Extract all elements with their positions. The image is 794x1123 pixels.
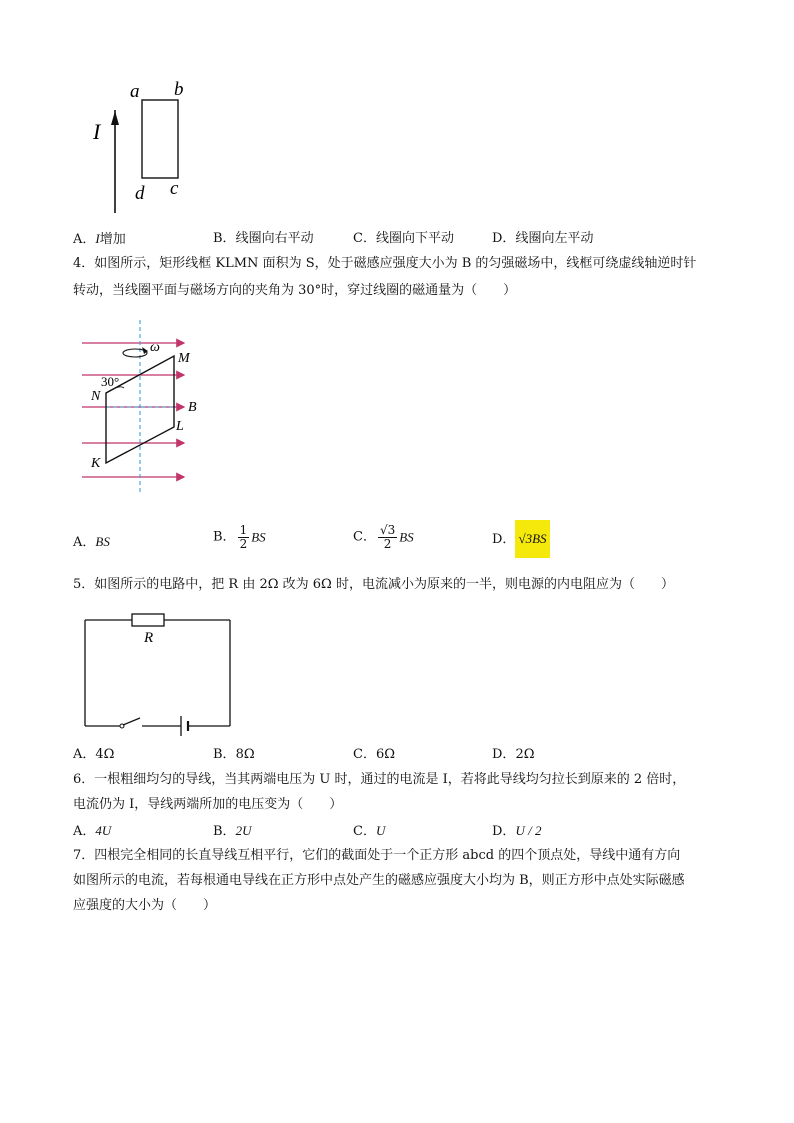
option-letter: C． [353, 529, 376, 545]
option-letter: D． [492, 231, 516, 246]
option-text: 4Ω [95, 747, 115, 762]
label-I: I [93, 119, 101, 144]
option-text: BS [251, 529, 266, 545]
q7-stem-line2: 如图所示的电流，若每根通电导线在正方形中点处产生的磁感应强度大小均为 B，则正方形中点处实际磁感 [73, 873, 685, 888]
option-letter: B． [213, 529, 236, 545]
q4-stem-line2: 转动，当线圈平面与磁场方向的夹角为 30°时，穿过线圈的磁通量为（ ） [73, 283, 517, 298]
current-arrow-icon [111, 111, 119, 125]
q6-option-d[interactable] [492, 822, 541, 841]
q6-option-a[interactable] [73, 822, 111, 841]
fraction-numerator: 1 [239, 523, 248, 537]
q6-stem-line2: 电流仍为 I，导线两端所加的电压变为（ ） [73, 797, 343, 812]
label-K: K [91, 456, 101, 471]
q4-option-d[interactable] [492, 520, 550, 558]
option-letter: C． [353, 747, 376, 762]
q6-option-b[interactable] [213, 822, 251, 841]
option-letter: A． [73, 232, 96, 247]
q3-option-a[interactable] [73, 230, 126, 249]
fraction [378, 524, 397, 551]
switch-lever[interactable] [123, 718, 140, 725]
q5-stem-line1: 5．如图所示的电路中，把 R 由 2Ω 改为 6Ω 时，电流减小为原来的一半，则电源的内电阻应为（ ） [73, 577, 674, 592]
option-letter: B． [213, 824, 236, 839]
q4-option-c[interactable] [353, 524, 414, 551]
wire-loop-figure [85, 75, 205, 220]
highlighted-answer: √3BS [515, 520, 549, 558]
q6-stem-line1: 6．一根粗细均匀的导线，当其两端电压为 U 时，通过的电流是 I，若将此导线均匀拉长到原来的 2 倍时， [73, 772, 686, 787]
q7-stem-line1: 7．四根完全相同的长直导线互相平行，它们的截面处于一个正方形 abcd 的四个顶点处，导线中通有方向 [73, 848, 681, 863]
q3-option-d[interactable] [492, 230, 593, 248]
option-text: 6Ω [375, 747, 396, 762]
magnetic-field-figure [78, 318, 218, 498]
fraction [238, 524, 250, 551]
option-text: 2U [235, 823, 252, 838]
label-L: L [176, 419, 184, 434]
option-letter: C． [353, 231, 376, 246]
q4-option-b[interactable] [213, 524, 266, 551]
q7-stem-line3: 应强度的大小为（ ） [73, 898, 217, 913]
label-R: R [144, 630, 154, 646]
q5-option-d[interactable] [492, 746, 535, 764]
label-angle: 30° [101, 374, 120, 389]
option-text: BS [95, 534, 110, 549]
q4-stem-line1: 4．如图所示，矩形线框 KLMN 面积为 S，处于磁感应强度大小为 B 的匀强磁场中，线框可绕虚线轴逆时针 [73, 256, 697, 271]
option-letter: C． [353, 824, 376, 839]
label-b: b [174, 79, 184, 100]
label-M: M [178, 351, 190, 366]
label-B: B [188, 400, 197, 415]
fraction-denominator: 2 [239, 537, 248, 551]
option-text: 线圈向右平动 [235, 231, 314, 246]
q4-option-a[interactable] [73, 533, 110, 552]
option-text: 增加 [99, 232, 126, 247]
option-letter: A． [73, 824, 96, 839]
option-letter: B． [213, 747, 236, 762]
option-letter: D． [492, 747, 516, 762]
q3-option-b[interactable] [213, 230, 314, 248]
q5-option-c[interactable] [353, 746, 395, 764]
option-text: 8Ω [235, 747, 255, 762]
option-letter: A． [73, 747, 96, 762]
option-letter: D． [492, 532, 516, 547]
option-text: U / 2 [515, 823, 542, 838]
option-var: I [95, 231, 100, 246]
resistor [132, 614, 164, 626]
circuit-figure [80, 610, 240, 740]
option-text: U [375, 823, 386, 838]
option-text: 2Ω [515, 747, 535, 762]
q6-option-c[interactable] [353, 822, 385, 841]
fraction-denominator: 2 [383, 537, 392, 551]
option-letter: B． [213, 231, 236, 246]
option-text: 线圈向下平动 [375, 231, 454, 246]
fraction-numerator: √3 [379, 523, 396, 537]
option-text: 4U [95, 823, 112, 838]
q5-option-b[interactable] [213, 746, 255, 764]
q5-option-a[interactable] [73, 746, 114, 764]
option-letter: A． [73, 535, 96, 550]
label-c: c [170, 178, 179, 199]
option-text: 线圈向左平动 [515, 231, 594, 246]
label-N: N [91, 389, 101, 404]
q3-option-c[interactable] [353, 230, 454, 248]
label-a: a [130, 81, 140, 102]
label-d: d [135, 183, 145, 204]
option-letter: D． [492, 824, 516, 839]
option-text: BS [399, 529, 414, 545]
rect-loop [142, 100, 178, 178]
label-omega: ω [150, 340, 160, 355]
